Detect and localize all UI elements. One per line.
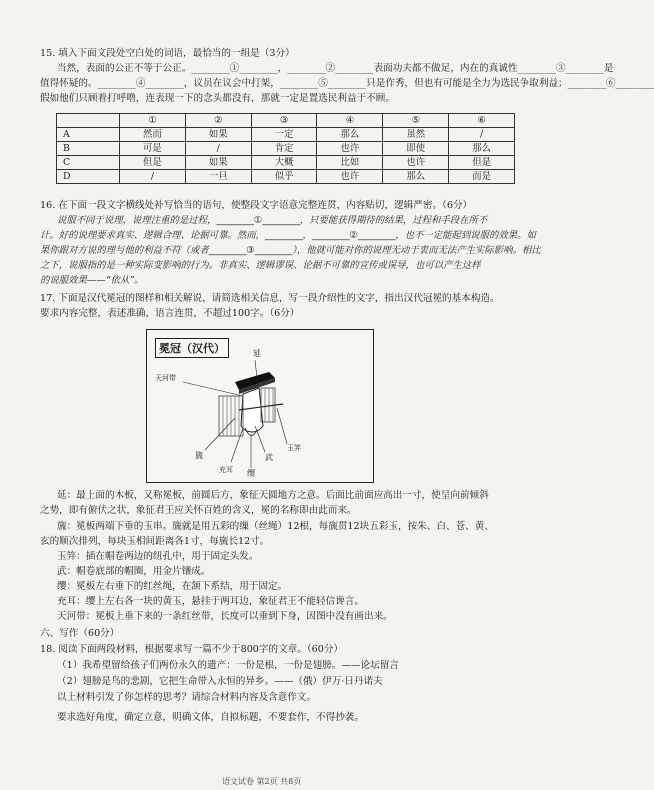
q15-stem: 15. 填入下面文段处空白处的词语，最恰当的一组是（3分）	[40, 48, 295, 59]
label-wu: 武	[265, 453, 273, 462]
table-cell: 也许	[383, 156, 449, 170]
table-cell: /	[449, 128, 515, 142]
table-cell: 也许	[317, 142, 383, 156]
label-yuji: 玉笄	[287, 444, 301, 452]
q18-material-1: （1）我希望留给孩子们两份永久的遗产：一份是根，一份是翅膀。——论坛留言	[57, 660, 399, 671]
q18-requirement: 要求选好角度，确定立意，明确文体，自拟标题，不要套作，不得抄袭。	[57, 712, 364, 723]
table-cell: 如果	[185, 128, 251, 142]
q16-line-5: 的说服效果——“依从”。	[40, 275, 144, 286]
table-cell: 如果	[185, 156, 251, 170]
q15-line-2: 值得怀疑的。________④________，议员在议会中打架，________⑤________只是作秀，但也有可能是全力为选民争取利益；________⑥________	[40, 78, 654, 89]
table-cell: 然而	[120, 128, 186, 142]
label-tianhedai: 天河带	[155, 374, 176, 382]
q16-line-4: 之下，说服指的是一种实际变影响的行为。非真实、逻辑谬误、论据不可靠的宣传或误导，也可以产生这样	[40, 260, 481, 271]
label-yan: 延	[253, 349, 261, 358]
table-cell: 大概	[251, 156, 317, 170]
q16-line-3: 果你跟对方说的理与他的利益不符（或者________③________），他就可能对你的说理无动于衷而无法产生实际影响。相比	[40, 245, 541, 256]
q15-line-3: 假如他们只顾着打呼噜，连表现一下的念头都没有，那就一定是置选民利益于不顾。	[40, 93, 395, 104]
figure-title: 冕冠（汉代）	[155, 338, 229, 358]
table-cell: 即使	[383, 142, 449, 156]
table-cell: /	[120, 170, 186, 184]
table-header-row	[57, 114, 515, 128]
label-ying: 缨	[247, 469, 255, 478]
note-yuji: 玉笄：插在帽卷两边的纽孔中，用于固定头发。	[57, 551, 259, 562]
table-cell	[57, 114, 120, 128]
note-tianhedai: 天河带：冕板上垂下来的一条红丝带，长度可以垂到下身，因图中没有画出来。	[57, 611, 393, 622]
q16-stem: 16. 在下面一段文字横线处补写恰当的语句，使整段文字语意完整连贯，内容贴切，逻辑严密。（6分）	[40, 200, 473, 211]
table-cell: 一定	[251, 128, 317, 142]
q18-material-2: （2）翅膀是鸟的悲剧，它把生命带入永恒的异乡。——（俄）伊万·日丹诺夫	[57, 676, 383, 687]
label-liu: 旒	[195, 451, 203, 460]
table-row	[57, 170, 515, 184]
table-cell: 肯定	[251, 142, 317, 156]
table-cell: 虽然	[383, 128, 449, 142]
table-cell: 一旦	[185, 170, 251, 184]
q18-stem: 18. 阅读下面两段材料，根据要求写一篇不少于800字的文章。（60分）	[40, 644, 344, 655]
table-cell: 但是	[449, 156, 515, 170]
section-6-title: 六、写作（60分）	[40, 628, 120, 639]
note-ying: 缨：冕板左右垂下的红丝绳，在颔下系结，用于固定。	[57, 581, 288, 592]
table-cell: 也许	[317, 170, 383, 184]
table-cell: 似乎	[251, 170, 317, 184]
note-wu: 武：帽卷底部的帽圈，用金片镶成。	[57, 566, 211, 577]
q15-line-1: 当然，表面的公正不等于公正。________①________，________②________表面功夫都不做足，内在的真诚性________③________是	[57, 63, 614, 74]
q15-options-table	[56, 113, 515, 184]
table-cell: C	[57, 156, 120, 170]
table-cell: 那么	[317, 128, 383, 142]
note-liu-2: 玄的顺次排列，每块玉相间距离各1寸，每旒长12寸。	[40, 536, 270, 547]
table-cell: 那么	[383, 170, 449, 184]
q16-line-1: 说服不同于说理，说理注重的是过程，________①________，只要能获得期待的结果，过程和手段在所不	[57, 215, 488, 226]
q17-stem-2: 要求内容完整，表述准确，语言连贯，不超过100字。（6分）	[40, 308, 300, 319]
table-cell: ①	[120, 114, 186, 128]
table-row	[57, 156, 515, 170]
table-row	[57, 142, 515, 156]
note-yan-1: 延：最上面的木板，又称冕板，前圆后方，象征天圆地方之意。后面比前面应高出一寸，使呈向前倾斜	[57, 490, 489, 501]
crown-figure	[146, 329, 374, 483]
page-footer: 语文试卷 第2页 共8页	[222, 777, 302, 786]
table-cell: 而是	[449, 170, 515, 184]
q16-line-2: 计。好的说理要求真实、逻辑合理、论据可靠。然而，________，________②________，也不一定能起到说服的效果。如	[40, 230, 536, 241]
table-cell: ④	[317, 114, 383, 128]
label-chonger: 充耳	[219, 466, 233, 474]
table-cell: A	[57, 128, 120, 142]
table-cell: 但是	[120, 156, 186, 170]
table-cell: ⑤	[383, 114, 449, 128]
table-cell: D	[57, 170, 120, 184]
note-chonger: 充耳：缨上左右各一块的黄玉，悬挂于两耳边，象征君王不能轻信谗言。	[57, 596, 364, 607]
table-cell: ②	[185, 114, 251, 128]
table-cell: 那么	[449, 142, 515, 156]
q17-stem: 17. 下面是汉代冕冠的图样和相关解说，请简选相关信息，写一段介绍性的文字，指出汉代冠冕的基本构造。	[40, 293, 500, 304]
table-row	[57, 128, 515, 142]
note-yan-2: 之势，即有俯伏之状，象征君王应关怀百姓的含义，冕的名称即由此而来。	[40, 505, 357, 516]
table-cell: ③	[251, 114, 317, 128]
table-cell: 可是	[120, 142, 186, 156]
table-cell: ⑥	[449, 114, 515, 128]
table-cell: 比如	[317, 156, 383, 170]
table-cell: B	[57, 142, 120, 156]
table-cell: /	[185, 142, 251, 156]
q18-ask: 以上材料引发了你怎样的思考？请综合材料内容及含意作文。	[57, 692, 317, 703]
note-liu-1: 旒：冕板两端下垂的玉串。旒就是用五彩的缫（丝绳）12根，每旒贯12块五彩玉，按朱、白、苍、黄、	[57, 521, 494, 532]
